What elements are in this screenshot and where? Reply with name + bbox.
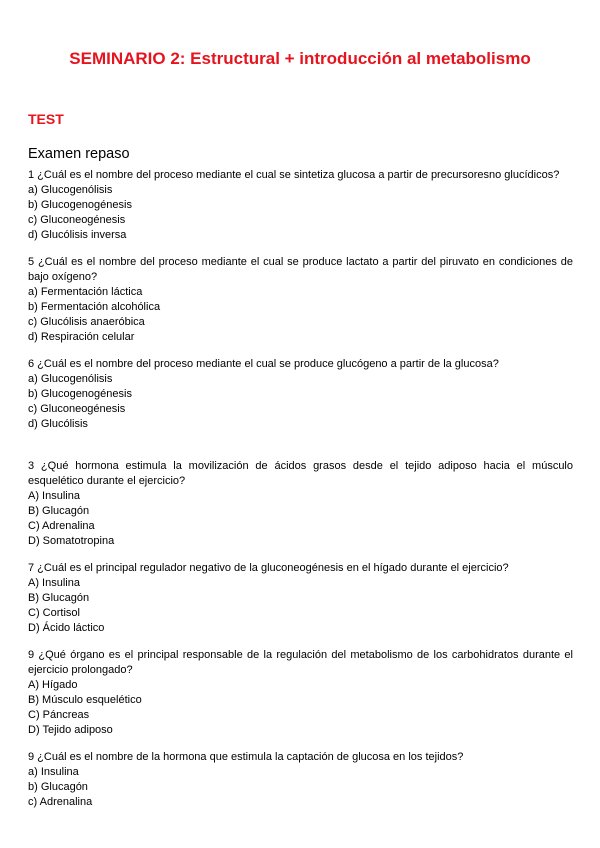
answer-option: B) Glucagón — [28, 592, 90, 604]
answer-option: d) Respiración celular — [28, 331, 135, 343]
answer-option: b) Glucagón — [28, 781, 88, 793]
answer-option: D) Somatotropina — [28, 535, 115, 547]
question-list — [28, 168, 573, 810]
question-item — [28, 459, 573, 549]
question-text: 9 ¿Cuál es el nombre de la hormona que estimula la captación de glucosa en los tejidos? — [28, 751, 464, 763]
question-item — [28, 561, 573, 636]
answer-option: D) Ácido láctico — [28, 622, 105, 634]
answer-option: D) Tejido adiposo — [28, 724, 113, 736]
question-text: 1 ¿Cuál es el nombre del proceso mediante el cual se sintetiza glucosa a partir de precursoresno glucídicos? — [28, 169, 560, 181]
answer-option: c) Glucólisis anaeróbica — [28, 316, 145, 328]
answer-option: A) Hígado — [28, 679, 78, 691]
answer-option: a) Fermentación láctica — [28, 286, 143, 298]
question-item — [28, 357, 573, 432]
answer-option: b) Glucogenogénesis — [28, 199, 132, 211]
section-label: TEST — [28, 111, 64, 127]
question-item — [28, 648, 573, 738]
answer-option: a) Glucogenólisis — [28, 373, 113, 385]
answer-option: A) Insulina — [28, 490, 80, 502]
answer-option: d) Glucólisis inversa — [28, 229, 127, 241]
answer-option: B) Músculo esquelético — [28, 694, 142, 706]
answer-option: C) Cortisol — [28, 607, 80, 619]
question-text: 3 ¿Qué hormona estimula la movilización de ácidos grasos desde el tejido adiposo hacia el músculo esquelético durante el ejercicio? — [28, 460, 573, 487]
answer-option: a) Glucogenólisis — [28, 184, 113, 196]
question-text: 5 ¿Cuál es el nombre del proceso mediante el cual se produce lactato a partir del piruvato en condiciones de bajo oxígeno? — [28, 256, 573, 283]
question-item — [28, 750, 573, 810]
answer-option: c) Gluconeogénesis — [28, 403, 126, 415]
question-item — [28, 168, 573, 243]
answer-option: b) Glucogenogénesis — [28, 388, 132, 400]
answer-option: A) Insulina — [28, 577, 80, 589]
question-text: 9 ¿Qué órgano es el principal responsable de la regulación del metabolismo de los carbohidratos durante el ejercicio prolongado? — [28, 649, 573, 676]
answer-option: C) Adrenalina — [28, 520, 95, 532]
answer-option: C) Páncreas — [28, 709, 90, 721]
question-text: 6 ¿Cuál es el nombre del proceso mediante el cual se produce glucógeno a partir de la glucosa? — [28, 358, 499, 370]
answer-option: c) Adrenalina — [28, 796, 93, 808]
answer-option: c) Gluconeogénesis — [28, 214, 126, 226]
answer-option: B) Glucagón — [28, 505, 90, 517]
exam-subtitle: Examen repaso — [28, 146, 130, 162]
question-item — [28, 255, 573, 345]
answer-option: b) Fermentación alcohólica — [28, 301, 161, 313]
page-title: SEMINARIO 2: Estructural + introducción al metabolismo — [69, 49, 531, 68]
answer-option: d) Glucólisis — [28, 418, 88, 430]
question-text: 7 ¿Cuál es el principal regulador negativo de la gluconeogénesis en el hígado durante el ejercicio? — [28, 562, 509, 574]
answer-option: a) Insulina — [28, 766, 79, 778]
